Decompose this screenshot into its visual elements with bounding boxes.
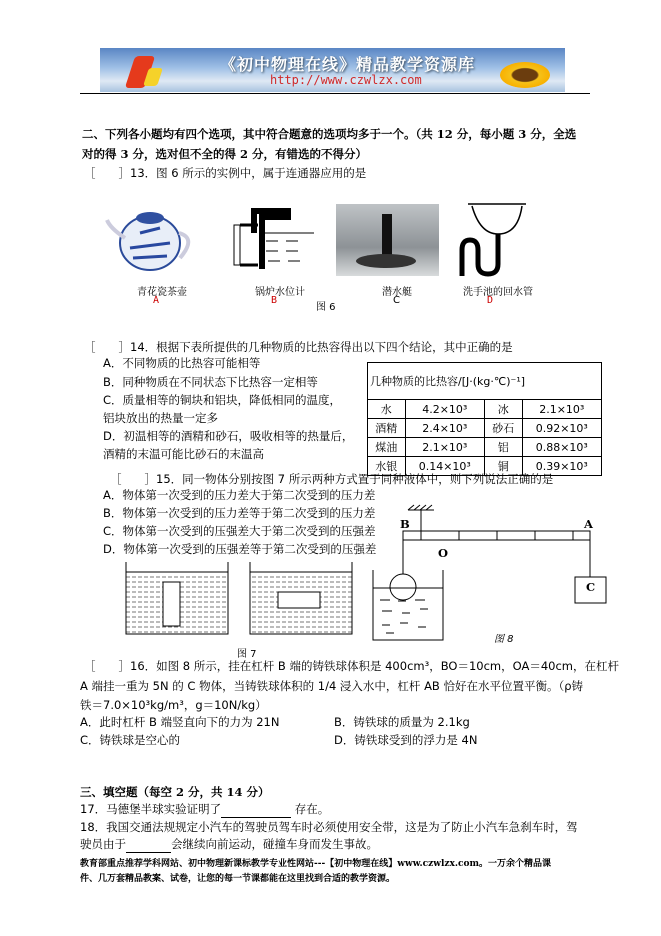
lever-label-a: A [584, 517, 593, 531]
q14-option-a: A．不同物质的比热容可能相等 [103, 356, 261, 370]
q16-option-b: B．铸铁球的质量为 2.1kg [334, 715, 470, 729]
cell: 0.92×10³ [522, 419, 601, 438]
q16-line3: 铁＝7.0×10³kg/m³，g＝10N/kg） [80, 698, 267, 712]
table-row [368, 438, 602, 457]
q18-text: 驶员由于 [80, 837, 126, 851]
q16-option-c: C．铸铁球是空心的 [80, 733, 181, 747]
figure6-label: 图 6 [316, 302, 336, 313]
q14-option-d: D．初温相等的酒精和砂石，吸收相等的热量后， [103, 429, 354, 443]
option-a-caption: 青花瓷茶壶 [137, 287, 187, 298]
option-b-letter: B [271, 295, 278, 306]
table-row [368, 400, 602, 419]
banner-url: http://www.czwlzx.com [270, 73, 422, 87]
q17 [80, 801, 329, 818]
cell: 砂石 [484, 419, 522, 438]
option-a-letter: A [153, 295, 160, 306]
cell: 0.14×10³ [405, 457, 484, 476]
q14-option-d-cont: 酒精的末温可能比砂石的末温高 [103, 447, 264, 461]
figure7-label: 图 7 [237, 649, 257, 660]
figure7-containers [120, 560, 360, 635]
cell: 水银 [368, 457, 406, 476]
q14-stem: ［ ］14．根据下表所提供的几种物质的比热容得出以下四个结论，其中正确的是 [84, 340, 513, 354]
q14-option-c: C．质量相等的铜块和铝块，降低相同的温度， [103, 393, 342, 407]
submarine-image [336, 204, 439, 276]
q15-option-c: C．物体第一次受到的压强差大于第二次受到的压强差 [103, 524, 376, 538]
sink-drain-image [460, 198, 530, 278]
cell: 铜 [484, 457, 522, 476]
q15-option-a: A．物体第一次受到的压力差大于第二次受到的压力差 [103, 488, 376, 502]
option-c-letter: C [393, 295, 400, 306]
q16-line2: A 端挂一重为 5N 的 C 物体，当铸铁球体积的 1/4 浸入水中，杠杆 AB 恰好在水平位置平衡。（ρ铸 [80, 679, 584, 693]
table-row [368, 419, 602, 438]
option-c-caption: 潜水艇 [382, 287, 412, 298]
table-title: 几种物质的比热容/[J·(kg·℃)⁻¹] [368, 363, 602, 400]
q17-text: 17．马德堡半球实验证明了 [80, 802, 222, 816]
cell: 2.1×10³ [522, 400, 601, 419]
banner-title: 《初中物理在线》精品教学资源库 [220, 55, 476, 74]
cell: 煤油 [368, 438, 406, 457]
header-rule [80, 93, 590, 94]
section2-heading-cont: 对的得 3 分，选对但不全的得 2 分，有错选的不得分） [82, 147, 368, 161]
q14-option-c-cont: 铝块放出的热量一定多 [103, 411, 218, 425]
q13-stem: ［ ］13．图 6 所示的实例中，属于连通器应用的是 [84, 166, 367, 180]
q15-option-d: D．物体第一次受到的压强差等于第二次受到的压强差 [103, 542, 377, 556]
q16-option-a: A．此时杠杆 B 端竖直向下的力为 21N [80, 715, 280, 729]
site-banner[interactable] [100, 48, 565, 92]
sunflower-icon [500, 62, 550, 88]
footer-line2: 件、几万套精品教案、试卷，让您的每一节课都能在这里找到合适的教学资源。 [80, 874, 396, 884]
cell: 2.4×10³ [405, 419, 484, 438]
cell: 水 [368, 400, 406, 419]
boiler-gauge-image [228, 203, 318, 275]
weight-label-c: C [586, 580, 596, 594]
cell: 0.39×10³ [522, 457, 601, 476]
specific-heat-table [367, 362, 603, 473]
footer-line1: 教育部重点推荐学科网站、初中物理新课标教学专业性网站---【初中物理在线】www.czwlzx.com。一万余个精品课 [80, 859, 552, 869]
section3-heading: 三、填空题（每空 2 分，共 14 分） [80, 785, 270, 799]
q18-line2 [80, 836, 378, 853]
option-d-caption: 洗手池的回水管 [463, 287, 533, 298]
q18-text-end: 会继续向前运动，碰撞车身而发生事故。 [171, 837, 378, 851]
cell: 冰 [484, 400, 522, 419]
section2-heading: 二、下列各小题均有四个选项，其中符合题意的选项均多于一个。（共 12 分，每小题 3 分，全选 [82, 127, 577, 141]
cell: 酒精 [368, 419, 406, 438]
option-b-caption: 锅炉水位计 [255, 287, 305, 298]
q16-option-d: D．铸铁球受到的浮力是 4N [334, 733, 478, 747]
q15-stem: ［ ］15．同一物体分别按图 7 所示两种方式置于同种液体中，则下列说法正确的是 [110, 472, 554, 486]
q18-answer-blank[interactable] [126, 836, 171, 853]
q18-line1: 18．我国交通法规规定小汽车的驾驶员驾车时必须使用安全带，这是为了防止小汽车急刹车时，驾 [80, 820, 578, 834]
q17-text-end: 存在。 [291, 802, 330, 816]
cell: 4.2×10³ [405, 400, 484, 419]
figure8-label: 图 8 [494, 634, 514, 645]
q14-option-b: B．同种物质在不同状态下比热容一定相等 [103, 375, 318, 389]
q17-answer-blank[interactable] [221, 801, 291, 818]
q16-line1: ［ ］16．如图 8 所示，挂在杠杆 B 端的铸铁球体积是 400cm³，BO＝10cm，OA＝40cm，在杠杆 [84, 659, 619, 673]
option-d-letter: D [487, 295, 494, 306]
cell: 铝 [484, 438, 522, 457]
teapot-image [105, 198, 195, 278]
cell: 2.1×10³ [405, 438, 484, 457]
lever-label-b: B [400, 517, 410, 531]
q15-option-b: B．物体第一次受到的压力差等于第二次受到的压力差 [103, 506, 376, 520]
cell: 0.88×10³ [522, 438, 601, 457]
lever-label-o: O [438, 546, 449, 560]
